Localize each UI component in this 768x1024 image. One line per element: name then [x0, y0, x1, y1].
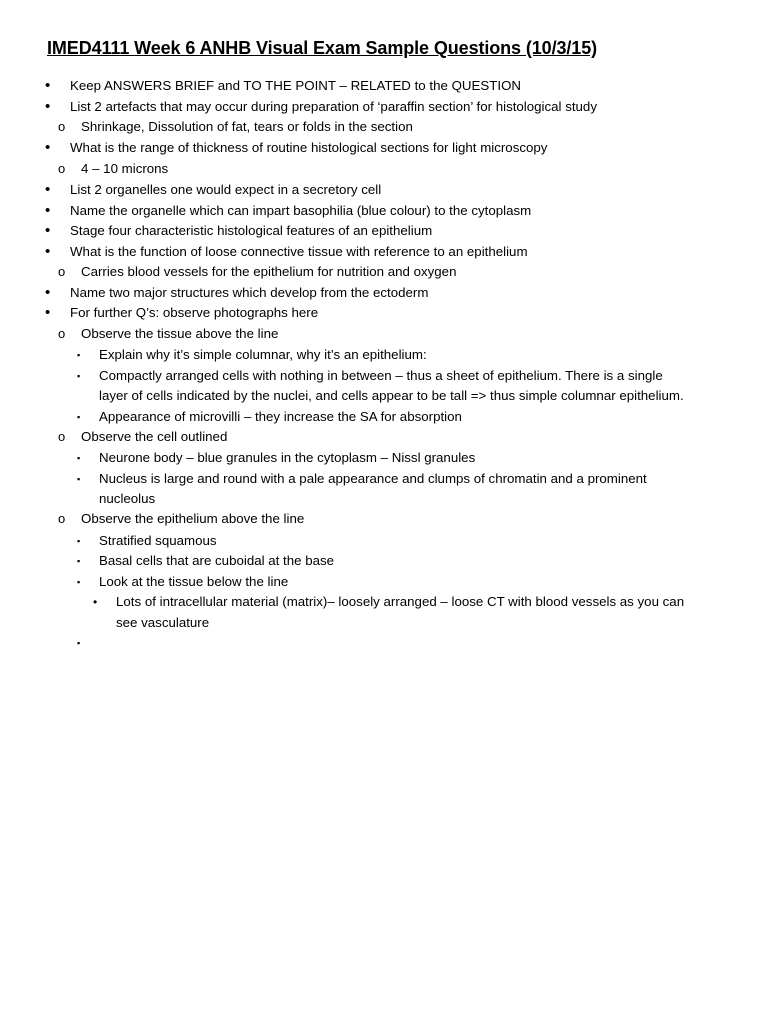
list-item: [45, 283, 429, 304]
square-marker: ▪: [77, 412, 81, 422]
list-item: [58, 324, 279, 345]
list-item-text: List 2 artefacts that may occur during preparation of ‘paraffin section’ for histological study: [70, 99, 597, 114]
bullet-marker: •: [45, 304, 51, 321]
list-item-text: For further Q’s: observe photographs here: [70, 305, 319, 320]
list-item-text: List 2 organelles one would expect in a secretory cell: [70, 182, 382, 197]
bullet-marker: •: [45, 77, 51, 94]
list-item: [45, 201, 532, 222]
list-item-text: 4 – 10 microns: [81, 161, 169, 176]
list-item-text: Look at the tissue below the line: [99, 574, 289, 589]
circle-marker: o: [58, 119, 66, 134]
square-marker: ▪: [77, 350, 81, 360]
circle-marker: o: [58, 161, 66, 176]
list-item: [58, 509, 305, 530]
list-item: [77, 469, 647, 490]
list-item-text: Shrinkage, Dissolution of fat, tears or folds in the section: [81, 119, 413, 134]
list-item: [77, 572, 289, 593]
document-title: IMED4111 Week 6 ANHB Visual Exam Sample Questions (10/3/15): [47, 38, 598, 58]
list-item-continuation: [116, 613, 209, 634]
list-item: [45, 303, 319, 324]
list-item: [45, 242, 528, 263]
list-item: [77, 407, 462, 428]
list-item-continuation: [99, 386, 684, 407]
list-item: [58, 159, 169, 180]
list-item: [93, 592, 685, 613]
list-item: [45, 138, 548, 159]
list-item-text: Basal cells that are cuboidal at the base: [99, 553, 335, 568]
list-item: [45, 97, 597, 118]
square-marker: ▪: [77, 638, 81, 648]
list-item-text: Observe the epithelium above the line: [81, 511, 305, 526]
list-item-text: What is the range of thickness of routine histological sections for light microscopy: [70, 140, 548, 155]
bullet-marker: •: [45, 139, 51, 156]
list-item: [58, 117, 413, 138]
list-item-text: Explain why it’s simple columnar, why it’s an epithelium:: [99, 347, 427, 362]
bullet-marker: •: [45, 181, 51, 198]
list-item: [58, 427, 228, 448]
square-marker: ▪: [77, 453, 81, 463]
list-item: [77, 531, 217, 552]
list-item: [77, 345, 427, 366]
bullet-marker: •: [45, 284, 51, 301]
list-item-text: Observe the cell outlined: [81, 429, 228, 444]
square-marker: ▪: [77, 556, 81, 566]
list-item-text: nucleolus: [99, 491, 156, 506]
list-item-text: Stratified squamous: [99, 533, 217, 548]
list-item: [77, 448, 476, 469]
list-item-text: Appearance of microvilli – they increase the SA for absorption: [99, 409, 462, 424]
list-item-text: see vasculature: [116, 615, 210, 630]
list-item-text: Stage four characteristic histological features of an epithelium: [70, 223, 433, 238]
square-marker: ▪: [77, 536, 81, 546]
circle-marker: o: [58, 326, 66, 341]
list-item: [58, 262, 457, 283]
square-marker: ▪: [77, 474, 81, 484]
list-item-continuation: [99, 489, 155, 510]
list-item-text: Name two major structures which develop from the ectoderm: [70, 285, 429, 300]
list-item-text: Keep ANSWERS BRIEF and TO THE POINT – RELATED to the QUESTION: [70, 78, 522, 93]
circle-marker: o: [58, 429, 66, 444]
list-item-text: Lots of intracellular material (matrix)– loosely arranged – loose CT with blood vessels as you can: [116, 594, 685, 609]
bullet-marker: •: [45, 98, 51, 115]
list-item: [45, 180, 382, 201]
list-item: [77, 366, 663, 387]
list-item-text: What is the function of loose connective tissue with reference to an epithelium: [70, 244, 528, 259]
list-item-text: Neurone body – blue granules in the cytoplasm – Nissl granules: [99, 450, 476, 465]
circle-marker: o: [58, 264, 66, 279]
list-item: [45, 221, 433, 242]
square-marker: ▪: [77, 371, 81, 381]
list-item-text: Nucleus is large and round with a pale appearance and clumps of chromatin and a prominent: [99, 471, 647, 486]
list-item: [77, 551, 335, 572]
list-item-text: layer of cells indicated by the nuclei, and cells appear to be tall => thus simple columnar epithelium.: [99, 388, 684, 403]
list-item-text: Observe the tissue above the line: [81, 326, 279, 341]
bullet-marker: •: [45, 243, 51, 260]
list-item-text: Carries blood vessels for the epithelium for nutrition and oxygen: [81, 264, 457, 279]
bullet-marker: •: [93, 595, 98, 609]
square-marker: ▪: [77, 577, 81, 587]
list-item-text: Name the organelle which can impart basophilia (blue colour) to the cytoplasm: [70, 203, 532, 218]
bullet-marker: •: [45, 222, 51, 239]
circle-marker: o: [58, 511, 66, 526]
list-item-text: Compactly arranged cells with nothing in between – thus a sheet of epithelium. There is a single: [99, 368, 663, 383]
list-item: [45, 76, 522, 97]
bullet-marker: •: [45, 202, 51, 219]
